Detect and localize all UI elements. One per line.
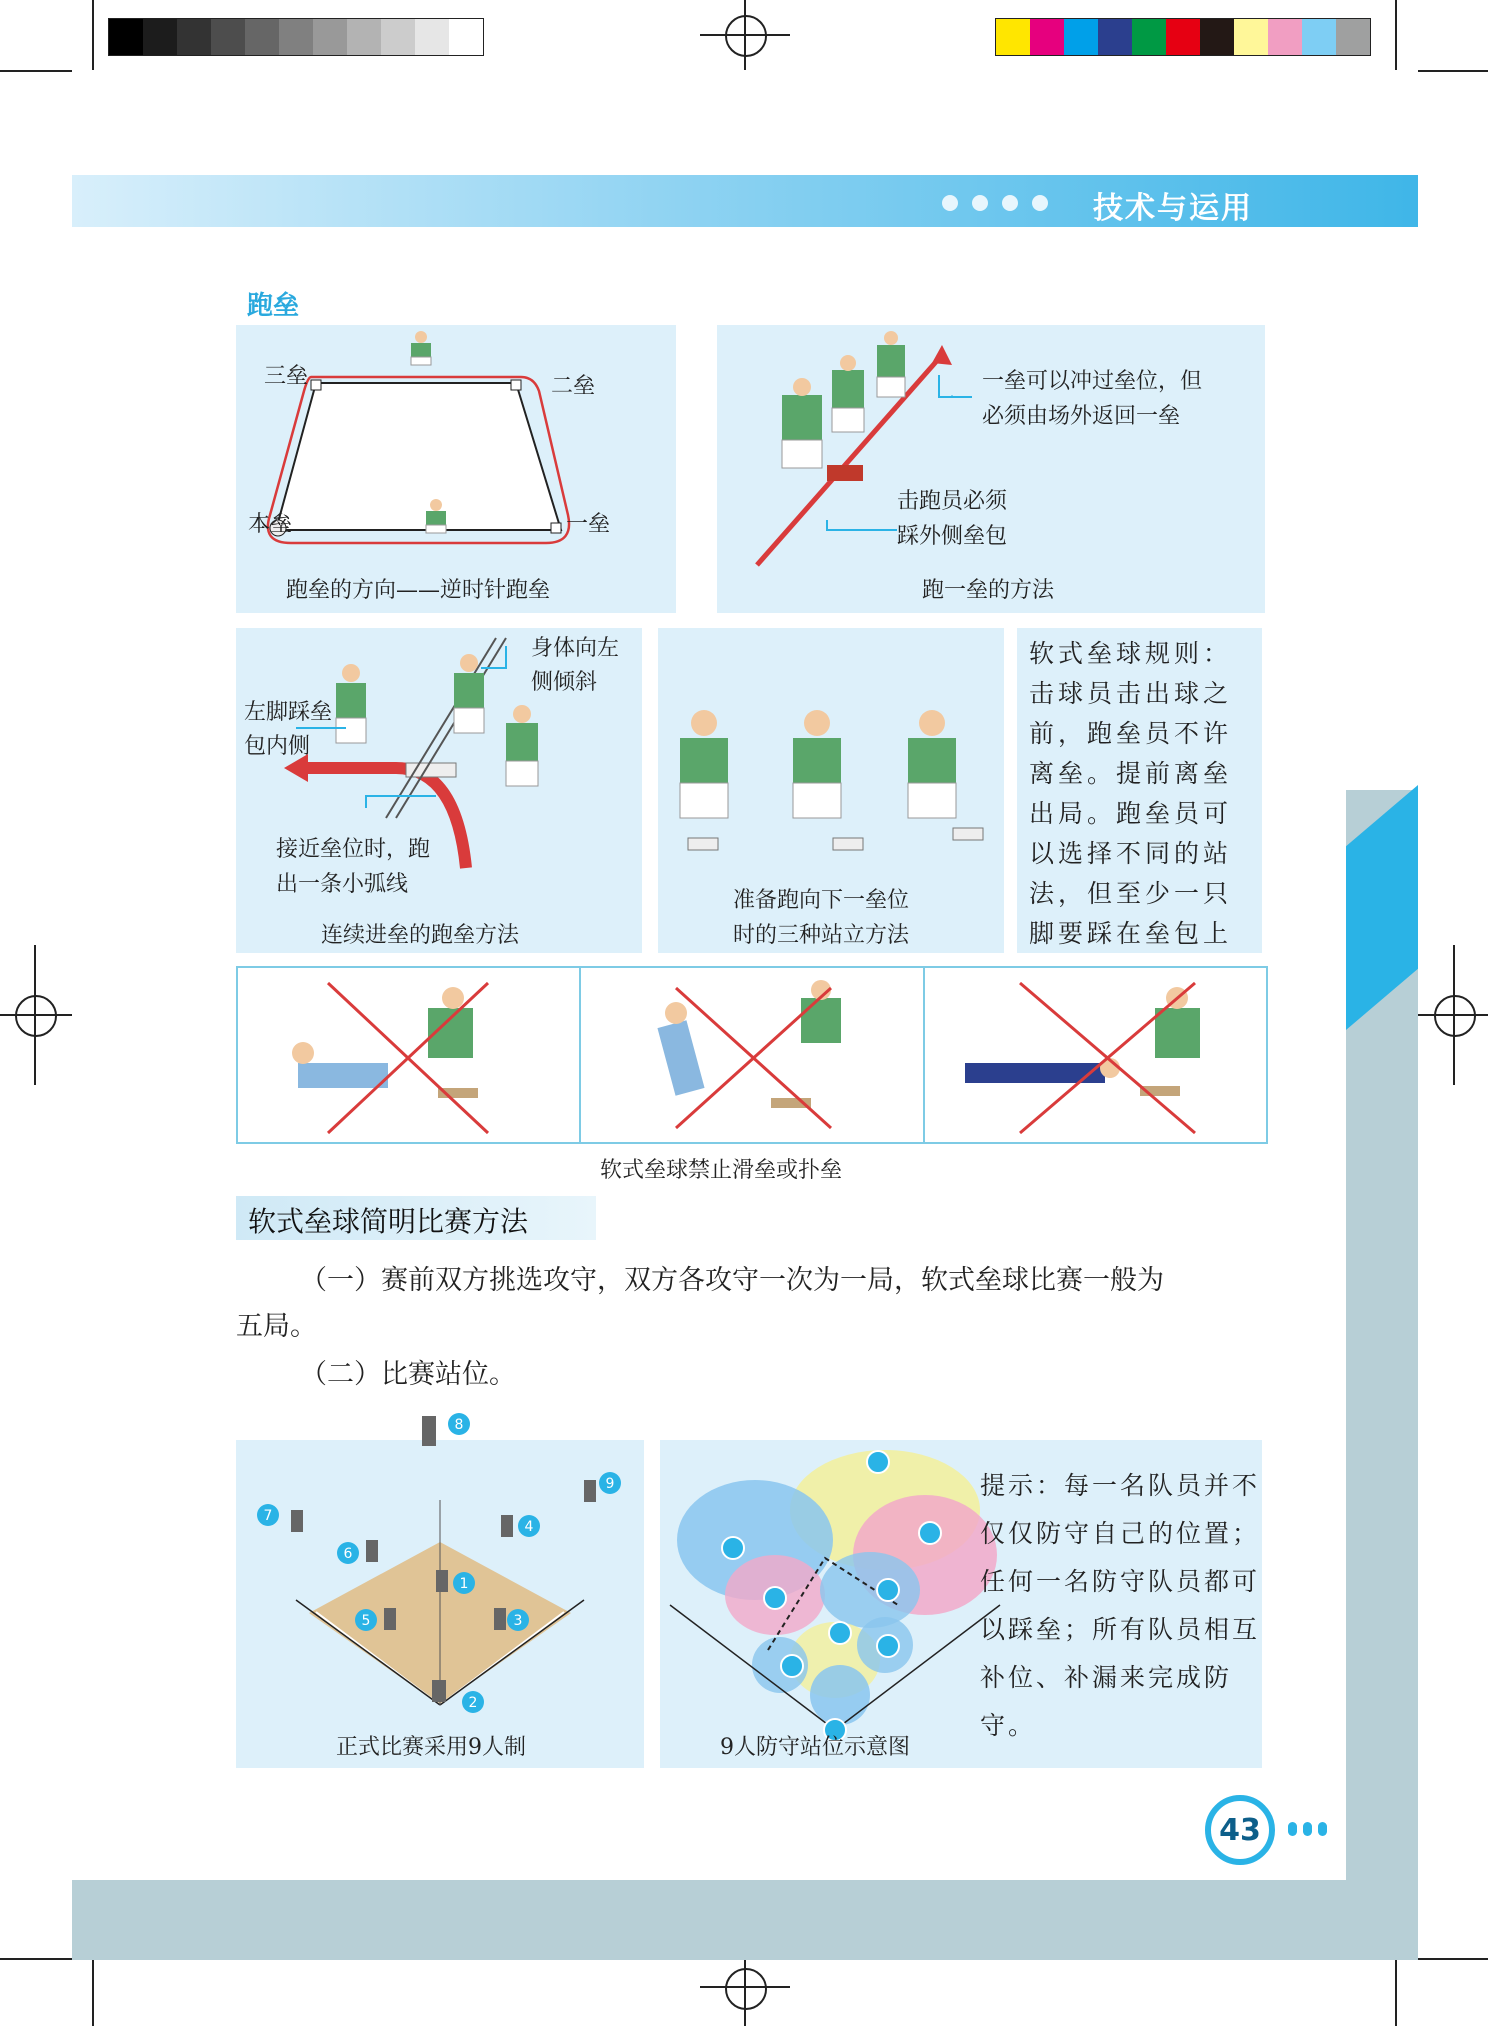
note-overrun-line2: 必须由场外返回一垒: [982, 404, 1181, 429]
crop-mark: [744, 1958, 746, 2026]
label-home-plate: 本垒: [248, 512, 293, 537]
rules-line: 前，跑垒员不许: [1029, 719, 1233, 748]
note-foot-line2: 包内侧: [244, 734, 311, 759]
note-lean-line2: 侧倾斜: [531, 670, 598, 695]
note-foot-line1: 左脚踩垒: [244, 700, 333, 725]
note-outer-base-line2: 踩外侧垒包: [897, 524, 1008, 549]
forbidden-slide-2: [581, 968, 924, 1142]
rules-line: 离垒。提前离垒: [1029, 759, 1233, 788]
panel-continuous-advance: [236, 628, 642, 953]
page-number-dots: [1288, 1822, 1327, 1836]
position-number: 6: [343, 1546, 353, 1562]
chapter-title: 技术与运用: [1093, 191, 1253, 226]
section-title-running: 跑垒: [247, 291, 300, 321]
chapter-header: [72, 175, 1418, 227]
paragraph-1-line1: （一）赛前双方挑选攻守，双方各攻守一次为一局，软式垒球比赛一般为: [300, 1265, 1164, 1296]
panel-official-field: [236, 1440, 644, 1768]
field-diagram-official: [236, 1440, 644, 1768]
position-number: 7: [263, 1508, 273, 1524]
position-number: 3: [513, 1613, 523, 1629]
rules-line: 击球员击出球之: [1029, 679, 1233, 708]
page-number: 43: [1205, 1795, 1275, 1865]
crop-mark: [1418, 1014, 1488, 1016]
rules-line: 以选择不同的站: [1029, 839, 1233, 868]
position-number: 2: [468, 1695, 478, 1711]
forbidden-slide-3: [925, 968, 1266, 1142]
crop-mark: [700, 1986, 790, 1988]
rules-line: 脚要踩在垒包上: [1029, 919, 1233, 948]
stances-illustration: [658, 628, 1004, 888]
bottom-band: [72, 1880, 1418, 1960]
caption-official-field: 正式比赛采用9人制: [336, 1735, 526, 1760]
forbidden-slide-1: [238, 968, 581, 1142]
rules-line: 软式垒球规则：: [1029, 639, 1233, 668]
label-first-base: 一垒: [566, 512, 611, 537]
position-number: 4: [524, 1519, 534, 1535]
caption-run-first: 跑一垒的方法: [922, 578, 1055, 603]
registration-mark: [15, 995, 57, 1037]
crop-mark: [1395, 1960, 1397, 2026]
crop-mark: [1418, 1958, 1488, 1960]
forbidden-slide-row: [236, 966, 1268, 1144]
crop-mark: [92, 1960, 94, 2026]
crop-mark: [700, 34, 790, 36]
position-8-marker: [418, 1410, 478, 1470]
note-outer-base-line1: 击跑员必须: [897, 489, 1008, 514]
panel-run-first: [717, 325, 1265, 613]
crop-mark: [0, 1958, 72, 1960]
note-arc-line2: 出一条小弧线: [276, 872, 409, 897]
position-number: 8: [454, 1417, 464, 1433]
caption-forbidden: 软式垒球禁止滑垒或扑垒: [600, 1158, 843, 1183]
rules-line: 出局。跑垒员可: [1029, 799, 1233, 828]
caption-defense-zones: 9人防守站位示意图: [720, 1735, 910, 1760]
rules-box: [1017, 628, 1262, 953]
note-arc-line1: 接近垒位时，跑: [276, 837, 431, 862]
panel-three-stances: [658, 628, 1004, 953]
crop-mark: [0, 70, 72, 72]
header-dots: [942, 195, 1048, 211]
crop-mark: [1418, 70, 1488, 72]
color-bar: [995, 18, 1371, 56]
tip-text: 提示：每一名队员并不仅仅防守自己的位置；任何一名防守队员都可以踩垒；所有队员相互补位、补漏来完成防守。: [980, 1471, 1261, 1740]
position-number: 9: [605, 1476, 615, 1492]
label-second-base: 二垒: [551, 374, 596, 399]
crop-mark: [92, 0, 94, 70]
note-lean-line1: 身体向左: [531, 636, 620, 661]
section-title-game: 软式垒球简明比赛方法: [248, 1205, 529, 1238]
paragraph-2: （二）比赛站位。: [300, 1359, 516, 1390]
caption-running-direction: 跑垒的方向——逆时针跑垒: [286, 578, 551, 603]
note-overrun-line1: 一垒可以冲过垒位，但: [982, 369, 1203, 394]
caption-continuous-advance: 连续进垒的跑垒方法: [321, 923, 520, 948]
registration-mark: [725, 1968, 767, 2010]
runner-top-figure: [411, 331, 431, 365]
crop-mark: [1395, 0, 1397, 70]
position-number: 1: [459, 1576, 469, 1592]
rules-line: 法，但至少一只: [1029, 879, 1233, 908]
registration-mark: [1434, 995, 1476, 1037]
caption-stance-line2: 时的三种站立方法: [733, 923, 910, 948]
crop-mark: [0, 1014, 72, 1016]
label-third-base: 三垒: [264, 364, 309, 389]
grayscale-bar: [108, 18, 484, 56]
position-number: 5: [361, 1613, 371, 1629]
panel-running-direction: [236, 325, 676, 613]
caption-stance-line1: 准备跑向下一垒位: [733, 888, 910, 913]
registration-mark: [725, 15, 767, 57]
paragraph-1-line2: 五局。: [236, 1311, 317, 1342]
